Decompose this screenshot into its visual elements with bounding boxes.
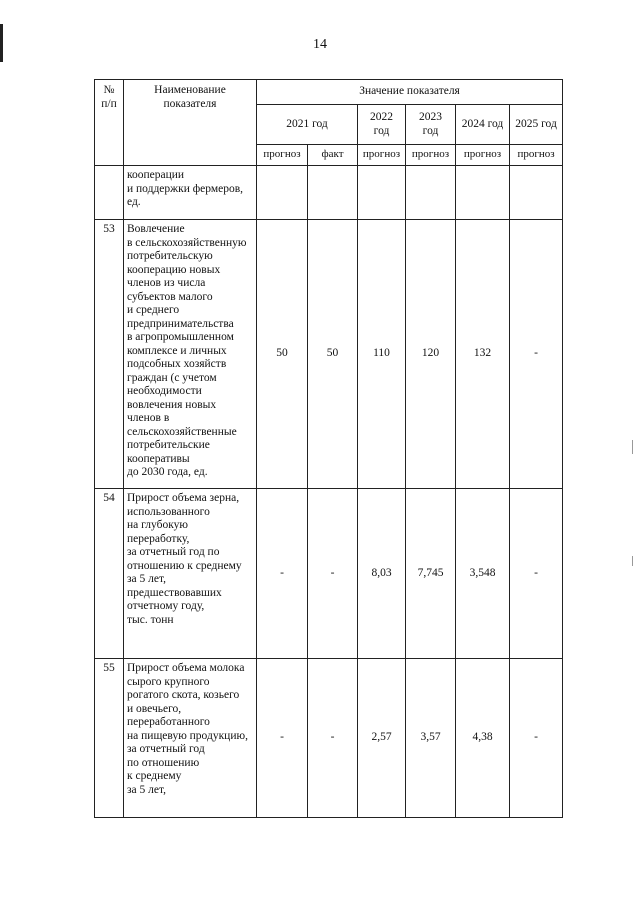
header-indicator-name: Наименование показателя (124, 80, 257, 166)
subheader-fact: факт (308, 145, 358, 166)
header-year-2022: 2022 год (358, 105, 406, 145)
value-cell (308, 166, 358, 220)
value-cell: - (257, 489, 308, 659)
value-cell: 50 (308, 220, 358, 489)
indicator-name: кооперации и поддержки фермеров, ед. (124, 166, 257, 220)
header-indicator-value: Значение показателя (257, 80, 563, 105)
header-year-2023: 2023 год (406, 105, 456, 145)
value-cell: 110 (358, 220, 406, 489)
header-number: № п/п (95, 80, 124, 166)
value-cell: 8,03 (358, 489, 406, 659)
value-cell (456, 166, 510, 220)
row-number: 54 (95, 489, 124, 659)
value-cell (510, 166, 563, 220)
table-row (95, 166, 563, 220)
value-cell (358, 166, 406, 220)
value-cell (406, 166, 456, 220)
subheader-forecast: прогноз (358, 145, 406, 166)
value-cell (257, 166, 308, 220)
row-number (95, 166, 124, 220)
value-cell: 3,57 (406, 659, 456, 818)
row-number: 55 (95, 659, 124, 818)
value-cell: - (257, 659, 308, 818)
value-cell: 7,745 (406, 489, 456, 659)
value-cell: - (510, 659, 563, 818)
scan-speck (632, 556, 633, 566)
table-row (95, 489, 563, 659)
value-cell: 120 (406, 220, 456, 489)
scan-speck (632, 440, 633, 454)
header-year-2025: 2025 год (510, 105, 563, 145)
header-year-2024: 2024 год (456, 105, 510, 145)
indicator-name: Прирост объема молока сырого крупного рогатого скота, козьего и овечьего, переработанного на пищевую продукцию, за отчетный год по отношению к среднему за 5 лет, (124, 659, 257, 818)
page-number: 14 (313, 37, 327, 52)
value-cell: - (308, 659, 358, 818)
subheader-forecast: прогноз (456, 145, 510, 166)
value-cell: 2,57 (358, 659, 406, 818)
subheader-forecast: прогноз (257, 145, 308, 166)
subheader-forecast: прогноз (406, 145, 456, 166)
table-row (95, 220, 563, 489)
indicator-name: Вовлечение в сельскохозяйственную потребительскую кооперацию новых членов из числа субъектов малого и среднего предпринимательства в агропромышленном комплексе и личных подсобных хозяйств граждан (с учетом необходимости вовлечения новых членов в сельскохозяйственные потребительские кооперативы до 2030 года, ед. (124, 220, 257, 489)
indicator-table (94, 79, 563, 818)
value-cell: 3,548 (456, 489, 510, 659)
value-cell: 4,38 (456, 659, 510, 818)
subheader-forecast: прогноз (510, 145, 563, 166)
value-cell: - (510, 489, 563, 659)
indicator-name: Прирост объема зерна, использованного на глубокую переработку, за отчетный год по отношению к среднему за 5 лет, предшествовавших отчетному году, тыс. тонн (124, 489, 257, 659)
value-cell: - (308, 489, 358, 659)
value-cell: - (510, 220, 563, 489)
value-cell: 132 (456, 220, 510, 489)
value-cell: 50 (257, 220, 308, 489)
row-number: 53 (95, 220, 124, 489)
header-year-2021: 2021 год (257, 105, 358, 145)
table-row (95, 659, 563, 818)
